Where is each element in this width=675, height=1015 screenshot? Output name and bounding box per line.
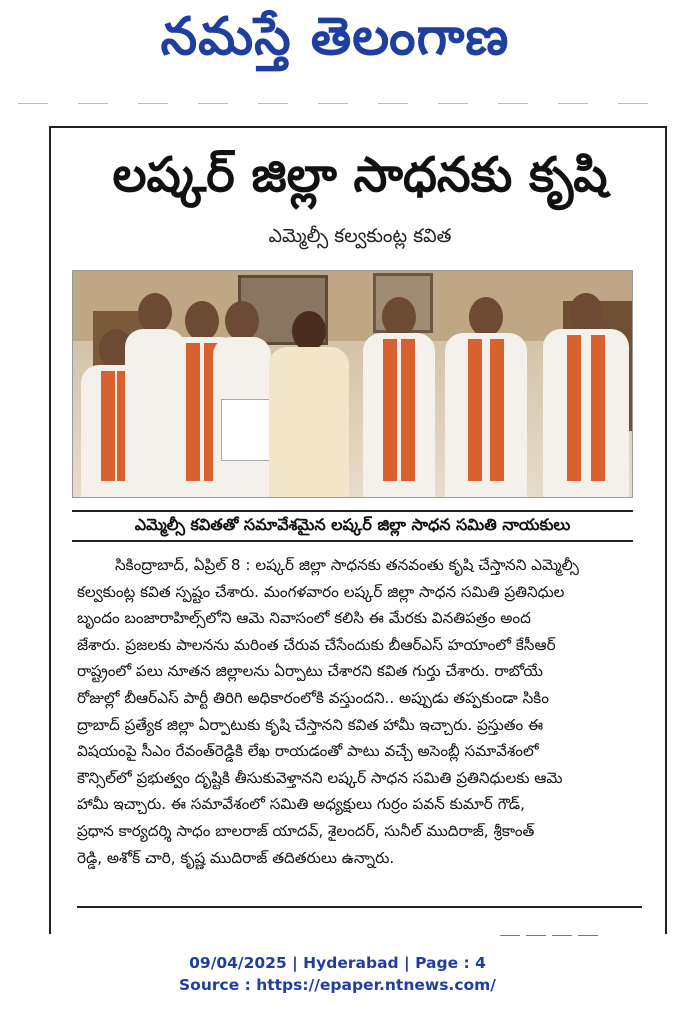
article-end-rule [77,906,642,908]
article-line: కల్వకుంట్ల కవిత స్పష్టం చేశారు. మంగళవారం లష్కర్ జిల్లా సాధన సమితి ప్రతినిధుల [77,582,565,601]
article-line: కౌన్సిల్‌లో ప్రభుత్వం దృష్టికి తీసుకువెళ్తానని లష్కర్ సాధన సమితి ప్రతినిధులకు ఆమె [77,768,563,787]
news-photo [72,270,633,498]
photo-person [269,311,349,498]
masthead-title: నమస్తే తెలంగాణ [160,6,510,67]
article-line: జేశారు. ప్రజలకు పాలనను మరింత చేరువ చేసేందుకు బీఆర్‌ఎస్ హయాంలో కేసీఆర్ [77,635,556,654]
article-line: రెడ్డి, అశోక్ చారి, కృష్ణ ముదిరాజ్ తదితరులు ఉన్నారు. [77,848,395,867]
subheadline: ఎమ్మెల్సీ కల్వకుంట్ల కవిత [268,224,452,247]
article-line: ద్రాబాద్ ప్రత్యేక జిల్లా ఏర్పాటుకు కృషి చేస్తానని కవిత హామీ ఇచ్చారు. ప్రస్తుతం ఈ [77,715,544,734]
article-line: రోజుల్లో బీఆర్‌ఎస్ పార్టీ తిరిగి అధికారంలోకి వస్తుందని.. అప్పుడు తప్పకుండా సికిం [77,688,549,707]
article-line: విషయంపై సీఎం రేవంత్‌రెడ్డికి లేఖ రాయడంతో పాటు వచ్చే అసెంబ్లీ సమావేశంలో [77,742,539,761]
header-strip [18,96,658,110]
next-article-fragment [500,926,650,936]
article-line: హామీ ఇచ్చారు. ఈ సమావేశంలో సమితి అధ్యక్షులు గుర్రం పవన్ కుమార్ గౌడ్, [77,795,525,814]
article-line: బృందం బంజారాహిల్స్‌లోని ఆమె నివాసంలో కలిసి ఈ మేరకు వినతిపత్రం అంద [77,609,531,628]
photo-caption: ఎమ్మెల్సీ కవితతో సమావేశమైన లష్కర్ జిల్లా సాధన సమితి నాయకులు [72,510,633,542]
footer-dateline: 09/04/2025 | Hyderabad | Page : 4 [189,954,486,972]
article-frame-left [49,126,51,934]
article-line: సికింద్రాబాద్, ఏప్రిల్ 8 : లష్కర్ జిల్లా సాధనకు తనవంతు కృషి చేస్తానని ఎమ్మెల్సీ [115,556,579,574]
article-line: ప్రధాన కార్యదర్శి సాధం బాలరాజ్ యాదవ్, శైలందర్, సునీల్ ముదిరాజ్, శ్రీకాంత్ [77,821,535,840]
footer-source-link[interactable]: Source : https://epaper.ntnews.com/ [179,976,496,994]
page-footer [0,952,675,996]
article-body [77,552,642,892]
headline: లష్కర్ జిల్లా సాధనకు కృషి [112,147,608,203]
photo-person [543,293,629,498]
article-line: రాష్ట్రంలో పలు నూతన జిల్లాలను ఏర్పాటు చేశారని కవిత గుర్తు చేశారు. రాబోయే [77,662,543,681]
article-frame-right [665,126,667,934]
photo-person [445,297,527,498]
photo-person [363,297,435,498]
masthead-logo [130,4,540,82]
article-frame-top [49,126,667,128]
